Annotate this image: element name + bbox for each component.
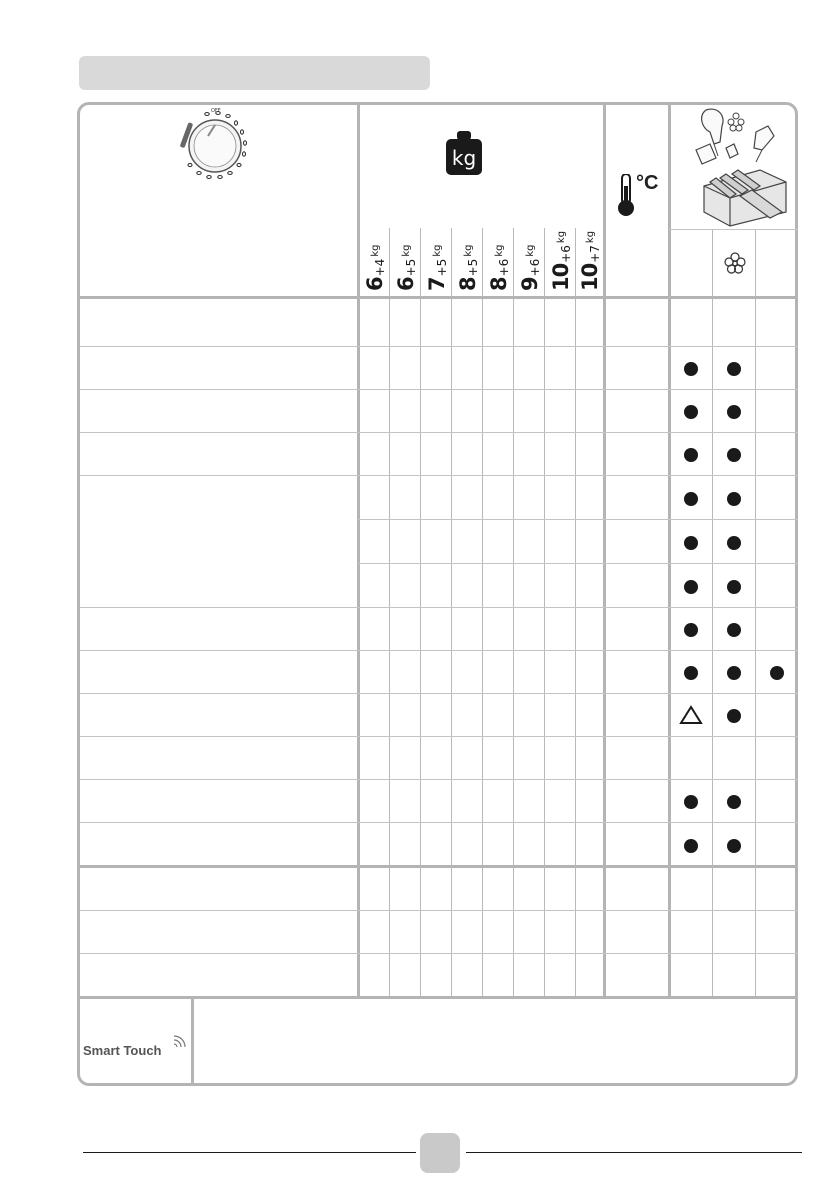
detergent-dot: [727, 405, 741, 419]
row-divider: [80, 346, 798, 347]
load-capacity-header: [548, 231, 573, 291]
row-divider: [80, 693, 798, 694]
detergent-dot: [727, 536, 741, 550]
weight-kg-text: kg: [451, 146, 477, 170]
row-divider: [80, 475, 798, 476]
load-unit: kg: [463, 244, 474, 257]
row-divider: [80, 910, 798, 911]
load-main-value: 10: [578, 263, 602, 291]
thermometer-icon: [616, 174, 636, 218]
row-divider: [80, 822, 798, 823]
load-unit: kg: [585, 230, 596, 244]
program-dial-icon: [178, 102, 258, 188]
column-divider: [712, 229, 713, 997]
column-divider: [603, 105, 606, 997]
detergent-dot: [684, 666, 698, 680]
load-sub-value: +6: [528, 258, 542, 277]
load-main-value: 6: [394, 277, 418, 291]
load-main-value: 6: [363, 277, 387, 291]
detergent-dot: [727, 839, 741, 853]
load-main-value: 9: [518, 277, 542, 291]
load-main-value: 8: [456, 277, 480, 291]
detergent-dot: [727, 448, 741, 462]
header-subdivider: [669, 229, 798, 230]
load-capacity-header: [362, 245, 387, 291]
load-sub-value: +5: [466, 258, 480, 277]
row-divider: [358, 563, 798, 564]
load-capacity-header: [486, 245, 511, 291]
load-unit: kg: [432, 244, 443, 257]
load-capacity-header: [424, 245, 449, 291]
detergent-dot: [727, 795, 741, 809]
load-unit: kg: [494, 244, 505, 257]
footer-rule-right: [466, 1152, 802, 1153]
load-sub-value: +5: [435, 258, 449, 277]
load-main-value: 8: [487, 277, 511, 291]
detergent-dot: [727, 492, 741, 506]
detergent-drawer-icon: [690, 108, 794, 228]
row-divider: [80, 650, 798, 651]
load-capacity-header: [579, 231, 602, 291]
column-divider: [420, 228, 421, 997]
load-sub-value: +7: [588, 245, 602, 263]
warning-triangle-icon: [679, 705, 703, 725]
detergent-dot: [727, 666, 741, 680]
load-sub-value: +6: [559, 245, 573, 263]
detergent-dot: [727, 580, 741, 594]
row-divider: [80, 389, 798, 390]
row-divider-major: [80, 296, 798, 299]
load-main-value: 10: [549, 263, 573, 291]
temperature-unit-label: °C: [636, 172, 659, 194]
load-sub-value: +4: [373, 258, 387, 277]
load-capacity-header: [393, 245, 418, 291]
detergent-dot: [684, 448, 698, 462]
load-unit: kg: [370, 244, 381, 257]
detergent-dot: [727, 623, 741, 637]
load-main-value: 7: [425, 277, 449, 291]
row-divider: [80, 432, 798, 433]
column-divider: [482, 228, 483, 997]
flower-softener-icon: [723, 251, 747, 275]
page-number-badge: [420, 1133, 460, 1173]
row-divider: [80, 736, 798, 737]
column-divider: [357, 105, 360, 997]
footer-rule-left: [83, 1152, 416, 1153]
column-divider: [544, 228, 545, 997]
column-divider: [513, 228, 514, 997]
load-unit: kg: [556, 230, 567, 244]
detergent-dot: [684, 536, 698, 550]
weight-icon: [446, 131, 482, 175]
row-divider: [80, 953, 798, 954]
detergent-dot: [684, 839, 698, 853]
detergent-dot: [684, 623, 698, 637]
load-unit: kg: [401, 244, 412, 257]
load-sub-value: +6: [497, 258, 511, 277]
column-divider: [755, 229, 756, 997]
row-divider: [80, 607, 798, 608]
column-divider: [451, 228, 452, 997]
nfc-wave-icon: [172, 1032, 188, 1048]
detergent-dot: [727, 362, 741, 376]
load-capacity-header: [517, 245, 542, 291]
load-sub-value: +5: [404, 258, 418, 277]
row-divider: [358, 519, 798, 520]
detergent-dot: [727, 709, 741, 723]
dial-off-label: OFF: [211, 108, 221, 114]
column-divider: [668, 105, 671, 997]
load-unit: kg: [525, 244, 536, 257]
detergent-dot: [684, 362, 698, 376]
row-divider-major: [80, 865, 798, 868]
column-divider: [389, 228, 390, 997]
column-divider: [575, 228, 576, 997]
load-capacity-header: [455, 245, 480, 291]
smart-touch-label: Smart Touch: [83, 1043, 162, 1058]
detergent-dot: [684, 580, 698, 594]
footer-divider: [191, 997, 194, 1086]
row-divider: [80, 779, 798, 780]
detergent-dot: [684, 405, 698, 419]
detergent-dot: [684, 492, 698, 506]
row-divider-major: [80, 996, 798, 999]
detergent-dot: [684, 795, 698, 809]
detergent-dot: [770, 666, 784, 680]
